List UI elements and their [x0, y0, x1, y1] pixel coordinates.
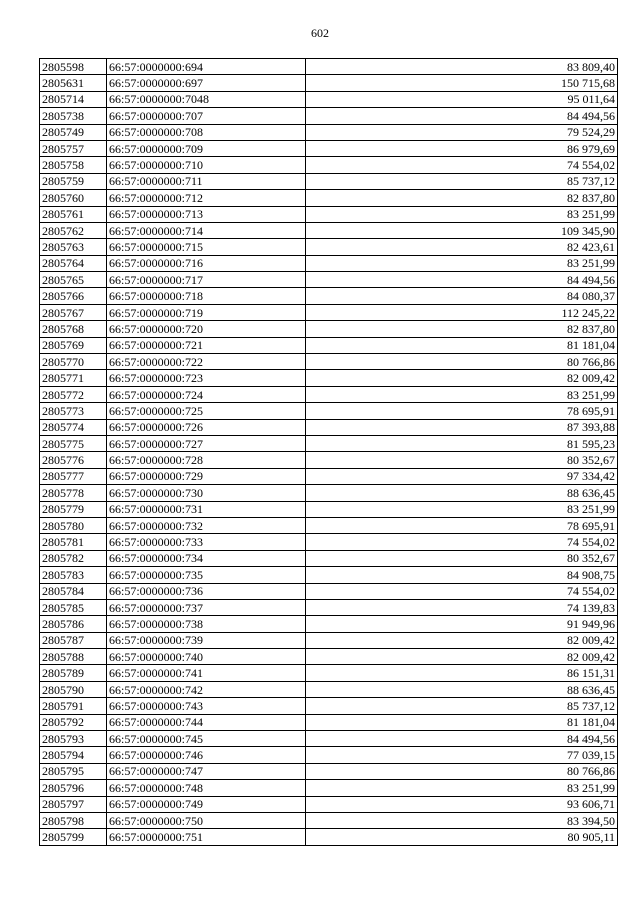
amount-cell: 84 080,37 — [306, 288, 618, 304]
cadastral-number-cell: 66:57:0000000:747 — [107, 763, 306, 779]
amount-cell: 95 011,64 — [306, 91, 618, 107]
table-row — [40, 567, 618, 583]
amount-cell: 74 554,02 — [306, 534, 618, 550]
amount-cell: 74 554,02 — [306, 583, 618, 599]
record-id-cell: 2805779 — [40, 501, 107, 517]
record-id-cell: 2805789 — [40, 665, 107, 681]
amount-cell: 86 979,69 — [306, 140, 618, 156]
table-row — [40, 583, 618, 599]
record-id-cell: 2805769 — [40, 337, 107, 353]
amount-cell: 84 494,56 — [306, 272, 618, 288]
cadastral-number-cell: 66:57:0000000:746 — [107, 747, 306, 763]
cadastral-number-cell: 66:57:0000000:716 — [107, 255, 306, 271]
table-row — [40, 763, 618, 779]
amount-cell: 93 606,71 — [306, 796, 618, 812]
amount-cell: 81 181,04 — [306, 337, 618, 353]
table-row — [40, 632, 618, 648]
cadastral-number-cell: 66:57:0000000:745 — [107, 731, 306, 747]
amount-cell: 78 695,91 — [306, 517, 618, 533]
page-number: 602 — [311, 26, 329, 40]
table-row — [40, 550, 618, 566]
table-row — [40, 419, 618, 435]
table-row — [40, 435, 618, 451]
record-id-cell: 2805598 — [40, 59, 107, 75]
amount-cell: 80 352,67 — [306, 452, 618, 468]
table-row — [40, 747, 618, 763]
record-id-cell: 2805798 — [40, 812, 107, 828]
record-id-cell: 2805772 — [40, 386, 107, 402]
amount-cell: 74 554,02 — [306, 157, 618, 173]
amount-cell: 81 181,04 — [306, 714, 618, 730]
amount-cell: 87 393,88 — [306, 419, 618, 435]
cadastral-number-cell: 66:57:0000000:709 — [107, 140, 306, 156]
amount-cell: 81 595,23 — [306, 435, 618, 451]
amount-cell: 85 737,12 — [306, 698, 618, 714]
table-row — [40, 452, 618, 468]
cadastral-number-cell: 66:57:0000000:708 — [107, 124, 306, 140]
table-row — [40, 796, 618, 812]
record-id-cell: 2805787 — [40, 632, 107, 648]
record-id-cell: 2805782 — [40, 550, 107, 566]
record-id-cell: 2805760 — [40, 190, 107, 206]
cadastral-number-cell: 66:57:0000000:710 — [107, 157, 306, 173]
record-id-cell: 2805763 — [40, 239, 107, 255]
amount-cell: 80 766,86 — [306, 354, 618, 370]
record-id-cell: 2805786 — [40, 616, 107, 632]
record-id-cell: 2805759 — [40, 173, 107, 189]
record-id-cell: 2805773 — [40, 403, 107, 419]
cadastral-number-cell: 66:57:0000000:738 — [107, 616, 306, 632]
table-row — [40, 304, 618, 320]
table-row — [40, 665, 618, 681]
amount-cell: 74 139,83 — [306, 599, 618, 615]
table-row — [40, 75, 618, 91]
table-row — [40, 124, 618, 140]
table-row — [40, 140, 618, 156]
cadastral-number-cell: 66:57:0000000:715 — [107, 239, 306, 255]
record-id-cell: 2805765 — [40, 272, 107, 288]
cadastral-number-cell: 66:57:0000000:743 — [107, 698, 306, 714]
cadastral-number-cell: 66:57:0000000:712 — [107, 190, 306, 206]
cadastral-number-cell: 66:57:0000000:735 — [107, 567, 306, 583]
cadastral-number-cell: 66:57:0000000:741 — [107, 665, 306, 681]
registry-table-body — [40, 59, 618, 846]
record-id-cell: 2805783 — [40, 567, 107, 583]
amount-cell: 83 251,99 — [306, 780, 618, 796]
record-id-cell: 2805790 — [40, 681, 107, 697]
table-row — [40, 681, 618, 697]
cadastral-number-cell: 66:57:0000000:748 — [107, 780, 306, 796]
amount-cell: 83 251,99 — [306, 206, 618, 222]
amount-cell: 86 151,31 — [306, 665, 618, 681]
amount-cell: 150 715,68 — [306, 75, 618, 91]
record-id-cell: 2805784 — [40, 583, 107, 599]
cadastral-number-cell: 66:57:0000000:720 — [107, 321, 306, 337]
amount-cell: 91 949,96 — [306, 616, 618, 632]
table-row — [40, 485, 618, 501]
amount-cell: 83 251,99 — [306, 501, 618, 517]
table-row — [40, 255, 618, 271]
cadastral-number-cell: 66:57:0000000:723 — [107, 370, 306, 386]
table-row — [40, 206, 618, 222]
table-row — [40, 354, 618, 370]
cadastral-number-cell: 66:57:0000000:728 — [107, 452, 306, 468]
table-row — [40, 288, 618, 304]
amount-cell: 83 394,50 — [306, 812, 618, 828]
amount-cell: 80 766,86 — [306, 763, 618, 779]
record-id-cell: 2805778 — [40, 485, 107, 501]
table-row — [40, 108, 618, 124]
amount-cell: 88 636,45 — [306, 485, 618, 501]
table-row — [40, 157, 618, 173]
cadastral-number-cell: 66:57:0000000:7048 — [107, 91, 306, 107]
cadastral-number-cell: 66:57:0000000:731 — [107, 501, 306, 517]
cadastral-number-cell: 66:57:0000000:734 — [107, 550, 306, 566]
record-id-cell: 2805775 — [40, 435, 107, 451]
amount-cell: 82 009,42 — [306, 632, 618, 648]
cadastral-number-cell: 66:57:0000000:751 — [107, 829, 306, 845]
record-id-cell: 2805793 — [40, 731, 107, 747]
table-row — [40, 731, 618, 747]
table-row — [40, 91, 618, 107]
record-id-cell: 2805799 — [40, 829, 107, 845]
cadastral-number-cell: 66:57:0000000:714 — [107, 222, 306, 238]
record-id-cell: 2805761 — [40, 206, 107, 222]
table-row — [40, 780, 618, 796]
record-id-cell: 2805797 — [40, 796, 107, 812]
cadastral-number-cell: 66:57:0000000:729 — [107, 468, 306, 484]
record-id-cell: 2805792 — [40, 714, 107, 730]
record-id-cell: 2805758 — [40, 157, 107, 173]
table-row — [40, 829, 618, 845]
record-id-cell: 2805781 — [40, 534, 107, 550]
amount-cell: 80 352,67 — [306, 550, 618, 566]
record-id-cell: 2805791 — [40, 698, 107, 714]
table-row — [40, 190, 618, 206]
table-row — [40, 599, 618, 615]
table-row — [40, 321, 618, 337]
cadastral-number-cell: 66:57:0000000:694 — [107, 59, 306, 75]
amount-cell: 78 695,91 — [306, 403, 618, 419]
amount-cell: 84 494,56 — [306, 731, 618, 747]
record-id-cell: 2805794 — [40, 747, 107, 763]
cadastral-number-cell: 66:57:0000000:726 — [107, 419, 306, 435]
amount-cell: 84 908,75 — [306, 567, 618, 583]
amount-cell: 84 494,56 — [306, 108, 618, 124]
record-id-cell: 2805767 — [40, 304, 107, 320]
table-row — [40, 812, 618, 828]
amount-cell: 97 334,42 — [306, 468, 618, 484]
table-row — [40, 468, 618, 484]
cadastral-number-cell: 66:57:0000000:742 — [107, 681, 306, 697]
table-row — [40, 403, 618, 419]
registry-table — [39, 58, 618, 846]
cadastral-number-cell: 66:57:0000000:718 — [107, 288, 306, 304]
amount-cell: 77 039,15 — [306, 747, 618, 763]
cadastral-number-cell: 66:57:0000000:721 — [107, 337, 306, 353]
record-id-cell: 2805766 — [40, 288, 107, 304]
cadastral-number-cell: 66:57:0000000:724 — [107, 386, 306, 402]
cadastral-number-cell: 66:57:0000000:740 — [107, 649, 306, 665]
table-row — [40, 649, 618, 665]
amount-cell: 82 837,80 — [306, 190, 618, 206]
record-id-cell: 2805795 — [40, 763, 107, 779]
record-id-cell: 2805771 — [40, 370, 107, 386]
cadastral-number-cell: 66:57:0000000:713 — [107, 206, 306, 222]
amount-cell: 83 251,99 — [306, 255, 618, 271]
record-id-cell: 2805749 — [40, 124, 107, 140]
table-row — [40, 386, 618, 402]
amount-cell: 83 809,40 — [306, 59, 618, 75]
cadastral-number-cell: 66:57:0000000:750 — [107, 812, 306, 828]
record-id-cell: 2805780 — [40, 517, 107, 533]
record-id-cell: 2805774 — [40, 419, 107, 435]
table-row — [40, 501, 618, 517]
table-row — [40, 534, 618, 550]
cadastral-number-cell: 66:57:0000000:730 — [107, 485, 306, 501]
cadastral-number-cell: 66:57:0000000:707 — [107, 108, 306, 124]
record-id-cell: 2805768 — [40, 321, 107, 337]
cadastral-number-cell: 66:57:0000000:732 — [107, 517, 306, 533]
record-id-cell: 2805757 — [40, 140, 107, 156]
cadastral-number-cell: 66:57:0000000:722 — [107, 354, 306, 370]
amount-cell: 82 009,42 — [306, 370, 618, 386]
amount-cell: 82 009,42 — [306, 649, 618, 665]
cadastral-number-cell: 66:57:0000000:749 — [107, 796, 306, 812]
amount-cell: 88 636,45 — [306, 681, 618, 697]
table-row — [40, 698, 618, 714]
amount-cell: 82 837,80 — [306, 321, 618, 337]
record-id-cell: 2805785 — [40, 599, 107, 615]
amount-cell: 85 737,12 — [306, 173, 618, 189]
amount-cell: 82 423,61 — [306, 239, 618, 255]
cadastral-number-cell: 66:57:0000000:736 — [107, 583, 306, 599]
record-id-cell: 2805788 — [40, 649, 107, 665]
table-row — [40, 272, 618, 288]
cadastral-number-cell: 66:57:0000000:733 — [107, 534, 306, 550]
record-id-cell: 2805796 — [40, 780, 107, 796]
table-row — [40, 59, 618, 75]
table-row — [40, 222, 618, 238]
cadastral-number-cell: 66:57:0000000:717 — [107, 272, 306, 288]
cadastral-number-cell: 66:57:0000000:739 — [107, 632, 306, 648]
record-id-cell: 2805714 — [40, 91, 107, 107]
record-id-cell: 2805738 — [40, 108, 107, 124]
cadastral-number-cell: 66:57:0000000:737 — [107, 599, 306, 615]
cadastral-number-cell: 66:57:0000000:744 — [107, 714, 306, 730]
cadastral-number-cell: 66:57:0000000:697 — [107, 75, 306, 91]
amount-cell: 109 345,90 — [306, 222, 618, 238]
record-id-cell: 2805762 — [40, 222, 107, 238]
amount-cell: 112 245,22 — [306, 304, 618, 320]
amount-cell: 79 524,29 — [306, 124, 618, 140]
cadastral-number-cell: 66:57:0000000:711 — [107, 173, 306, 189]
cadastral-number-cell: 66:57:0000000:727 — [107, 435, 306, 451]
table-row — [40, 337, 618, 353]
amount-cell: 83 251,99 — [306, 386, 618, 402]
cadastral-number-cell: 66:57:0000000:725 — [107, 403, 306, 419]
record-id-cell: 2805777 — [40, 468, 107, 484]
table-row — [40, 714, 618, 730]
table-row — [40, 173, 618, 189]
table-row — [40, 616, 618, 632]
table-row — [40, 239, 618, 255]
table-row — [40, 517, 618, 533]
record-id-cell: 2805770 — [40, 354, 107, 370]
record-id-cell: 2805776 — [40, 452, 107, 468]
record-id-cell: 2805631 — [40, 75, 107, 91]
record-id-cell: 2805764 — [40, 255, 107, 271]
cadastral-number-cell: 66:57:0000000:719 — [107, 304, 306, 320]
amount-cell: 80 905,11 — [306, 829, 618, 845]
table-row — [40, 370, 618, 386]
